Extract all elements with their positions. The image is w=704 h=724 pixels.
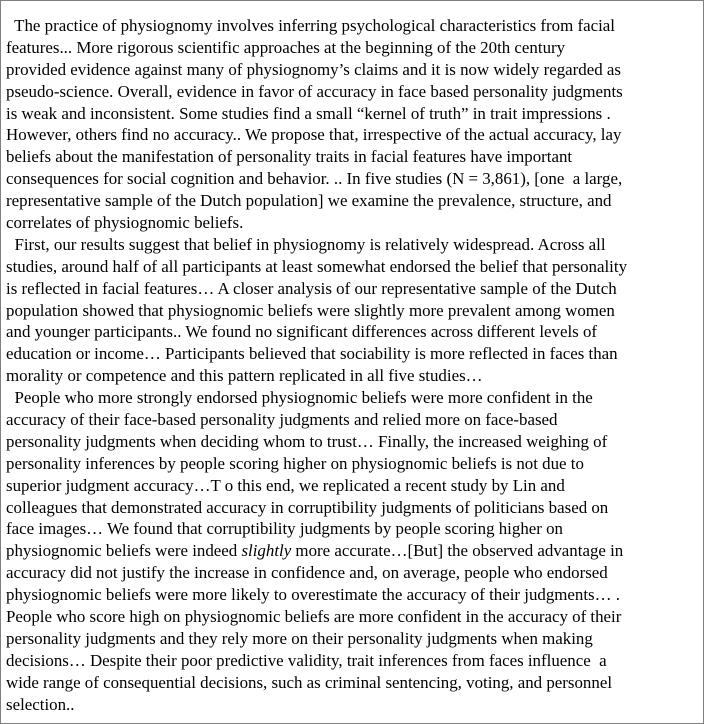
text-line: correlates of physiognomic beliefs. [6,213,244,233]
paragraph-2 [6,234,699,387]
text-line: personality judgments and they rely more on their personality judgments when making [6,628,593,648]
text-line: education or income… Participants believed that sociability is more reflected in faces than [6,344,618,364]
text-line: personality judgments when deciding whom to trust… Finally, the increased weighing of [6,431,608,451]
text-segment: physiognomic beliefs were indeed [6,541,242,561]
text-line: wide range of consequential decisions, such as criminal sentencing, voting, and personnel [6,672,613,692]
paragraph-1 [6,15,699,234]
text-line: accuracy did not justify the increase in confidence and, on average, people who endorsed [6,563,608,583]
text-segment: more accurate…[But] the observed advantage in [291,541,624,561]
text-line: consequences for social cognition and behavior. .. In five studies (N = 3,861), [one a large, [6,169,623,189]
text-line: personality inferences by people scoring higher on physiognomic beliefs is not due to [6,453,584,473]
text-line: decisions… Despite their poor predictive validity, trait inferences from faces influence a [6,650,607,670]
text-line: morality or competence and this pattern replicated in all five studies… [6,366,483,386]
text-line: and younger participants.. We found no significant differences across different levels of [6,322,598,342]
text-line: is weak and inconsistent. Some studies find a small “kernel of truth” in trait impressions . [6,103,611,123]
text-line: People who more strongly endorsed physiognomic beliefs were more confident in the [6,388,593,408]
text-line: The practice of physiognomy involves inferring psychological characteristics from facial [6,16,615,35]
text-line: superior judgment accuracy…T o this end, we replicated a recent study by Lin and [6,475,565,495]
text-line: selection.. [6,694,75,714]
text-line: However, others find no accuracy.. We propose that, irrespective of the actual accuracy, lay [6,125,622,145]
text-line: First, our results suggest that belief in physiognomy is relatively widespread. Across all [6,234,606,254]
text-line: People who score high on physiognomic beliefs are more confident in the accuracy of their [6,607,622,627]
text-line: face images… We found that corruptibility judgments by people scoring higher on [6,519,563,539]
text-line: beliefs about the manifestation of personality traits in facial features have important [6,147,573,167]
text-line: population showed that physiognomic beliefs were slightly more prevalent among women [6,300,615,320]
text-line-with-emphasis [6,540,699,562]
document-text [6,15,699,716]
text-line: representative sample of the Dutch population] we examine the prevalence, structure, and [6,191,612,211]
text-line: pseudo-science. Overall, evidence in favor of accuracy in face based personality judgments [6,81,623,101]
text-line: is reflected in facial features… A closer analysis of our representative sample of the Dutch [6,278,617,298]
text-line: physiognomic beliefs were more likely to overestimate the accuracy of their judgments… . [6,585,620,605]
emphasis-text: slightly [241,541,292,561]
text-line: colleagues that demonstrated accuracy in corruptibility judgments of politicians based on [6,497,609,517]
text-line: provided evidence against many of physiognomy’s claims and it is now widely regarded as [6,59,621,79]
text-line: studies, around half of all participants at least somewhat endorsed the belief that personality [6,256,628,276]
text-line: accuracy of their face-based personality judgments and relied more on face-based [6,410,558,430]
paragraph-3 [6,387,699,715]
text-line: features... More rigorous scientific approaches at the beginning of the 20th century [6,37,566,57]
